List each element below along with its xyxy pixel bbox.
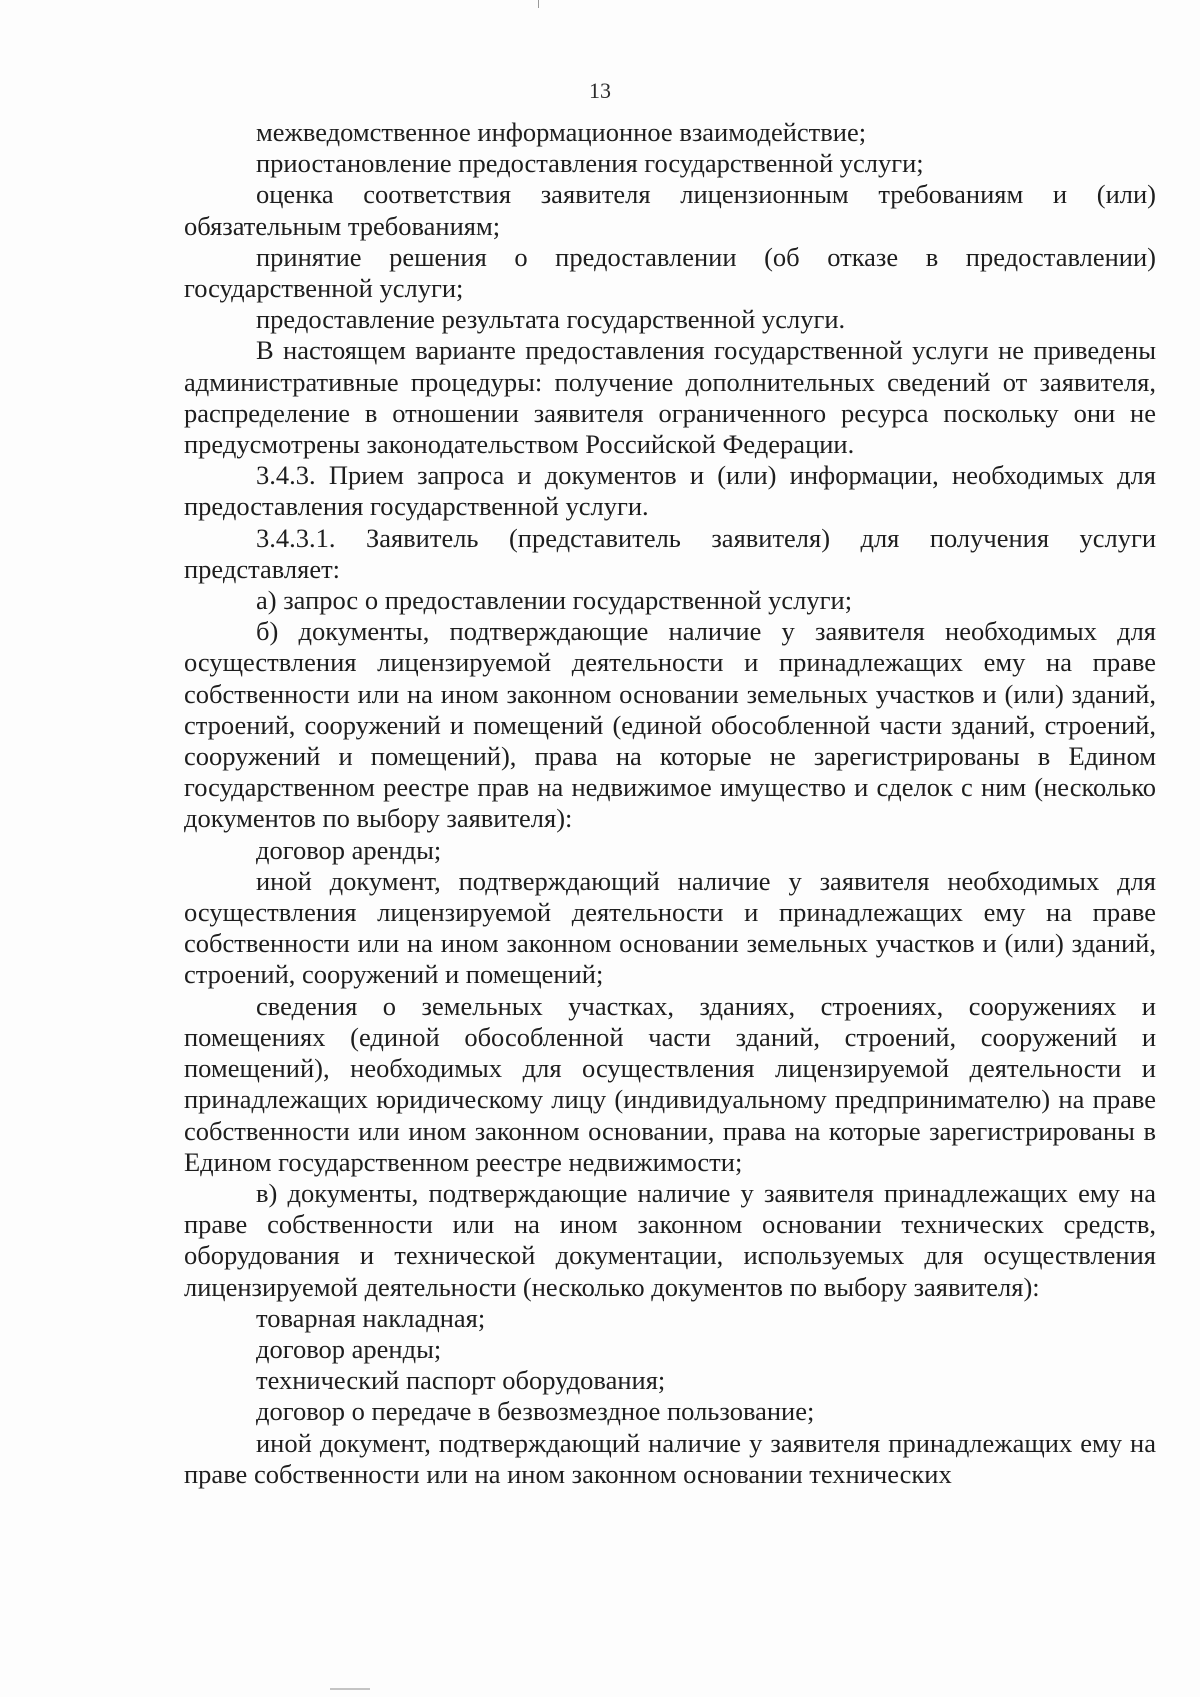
- sub-list-item: иной документ, подтверждающий наличие у заявителя принадлежащих ему на праве собственности или на ином законном основании технических: [184, 1427, 1156, 1489]
- paragraph: предоставление результата государственной услуги.: [256, 304, 846, 335]
- page-number: 13: [589, 78, 611, 103]
- list-item-a: а) запрос о предоставлении государственной услуги;: [256, 585, 853, 616]
- sub-list-item: технический паспорт оборудования;: [256, 1365, 666, 1396]
- paragraph: межведомственное информационное взаимодействие;: [256, 117, 867, 147]
- section-heading-3-4-3: 3.4.3. Прием запроса и документов и (или) информации, необходимых для предоставления государственной услуги.: [184, 460, 1156, 522]
- paragraph: В настоящем варианте предоставления государственной услуги не приведены административные процедуры: получение дополнительных сведений от заявителя, распределение в отношении заявителя ограниченного ресурса поскольку они не предусмотрены законодательством Российской Федерации.: [184, 335, 1156, 460]
- list-item-v: в) документы, подтверждающие наличие у заявителя принадлежащих ему на праве собственности или на ином законном основании технических средств, оборудования и технической документации, используемых для осуществления лицензируемой деятельности (несколько документов по выбору заявителя):: [184, 1177, 1156, 1302]
- list-item-b: б) документы, подтверждающие наличие у заявителя необходимых для осуществления лицензируемой деятельности и принадлежащих ему на праве собственности или на ином законном основании земельных участков и (или) зданий, строений, сооружений и помещений (единой обособленной части зданий, строений, сооружений и помещений), права на которые не зарегистрированы в Едином государственном реестре прав на недвижимое имущество и сделок с ним (несколько документов по выбору заявителя):: [184, 616, 1156, 834]
- sub-list-item: сведения о земельных участках, зданиях, строениях, сооружениях и помещениях (единой обособленной части зданий, строений, сооружений и помещений), необходимых для осуществления лицензируемой деятельности и принадлежащих юридическому лицу (индивидуальному предпринимателю) на праве собственности или ином законном основании, права на которые зарегистрированы в Едином государственном реестре недвижимости;: [184, 990, 1156, 1177]
- paragraph: оценка соответствия заявителя лицензионным требованиям и (или) обязательным требованиям;: [184, 179, 1156, 241]
- paragraph: принятие решения о предоставлении (об отказе в предоставлении) государственной услуги;: [184, 241, 1156, 304]
- paragraph: приостановление предоставления государственной услуги;: [256, 148, 924, 179]
- sub-list-item: товарная накладная;: [256, 1302, 486, 1333]
- scan-mark-bottom: [330, 1688, 370, 1690]
- sub-list-item: договор аренды;: [256, 1333, 442, 1364]
- sub-list-item: договор аренды;: [256, 834, 442, 865]
- sub-list-item: договор о передаче в безвозмездное пользование;: [256, 1396, 815, 1427]
- document-body: [184, 117, 1156, 1490]
- sub-list-item: иной документ, подтверждающий наличие у заявителя необходимых для осуществления лицензируемой деятельности и принадлежащих ему на праве собственности или на ином законном основании земельных участков и (или) зданий, строений, сооружений и помещений;: [184, 865, 1156, 990]
- scan-mark-top: [538, 0, 539, 8]
- section-heading-3-4-3-1: 3.4.3.1. Заявитель (представитель заявителя) для получения услуги представляет:: [184, 522, 1156, 584]
